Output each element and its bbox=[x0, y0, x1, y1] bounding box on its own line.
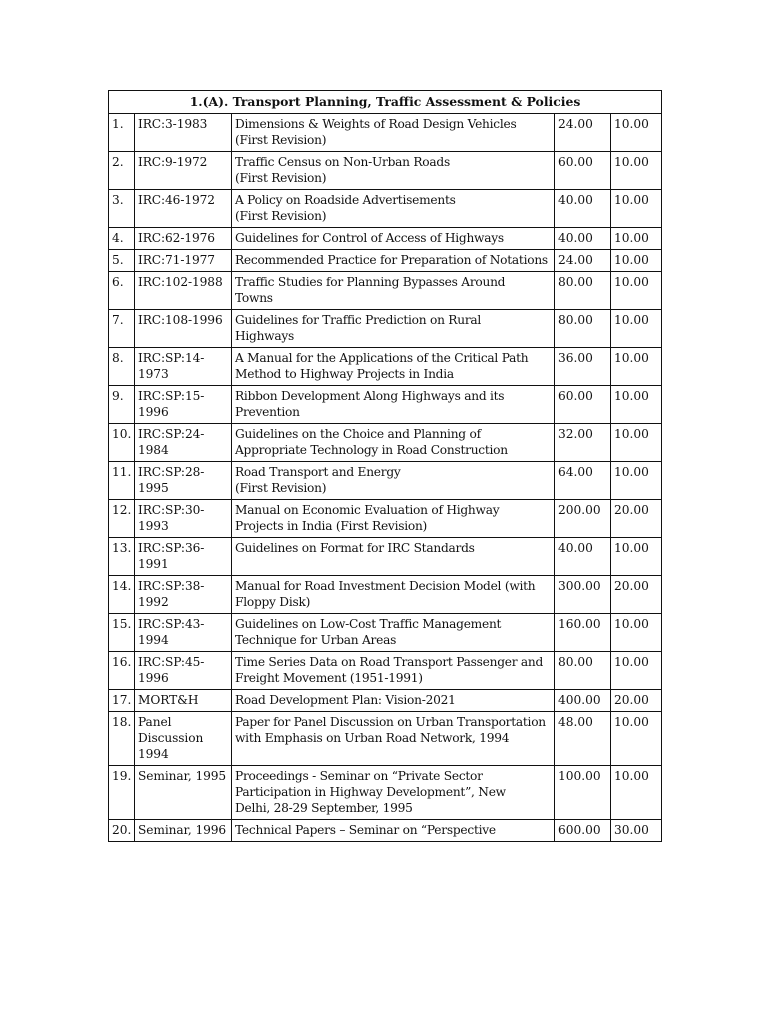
table-row bbox=[109, 462, 662, 500]
code: Seminar, 1996 bbox=[135, 820, 232, 842]
row-number: 11. bbox=[109, 462, 135, 500]
row-number: 5. bbox=[109, 250, 135, 272]
row-number: 16. bbox=[109, 652, 135, 690]
title: Technical Papers – Seminar on “Perspective bbox=[232, 820, 555, 842]
code: IRC:SP:28- 1995 bbox=[135, 462, 232, 500]
row-number: 1. bbox=[109, 114, 135, 152]
title: Guidelines on Format for IRC Standards bbox=[232, 538, 555, 576]
row-number: 20. bbox=[109, 820, 135, 842]
row-number: 2. bbox=[109, 152, 135, 190]
code: IRC:SP:15- 1996 bbox=[135, 386, 232, 424]
table-row bbox=[109, 766, 662, 820]
code: IRC:108-1996 bbox=[135, 310, 232, 348]
table-row bbox=[109, 614, 662, 652]
title: Guidelines on Low-Cost Traffic Management Technique for Urban Areas bbox=[232, 614, 555, 652]
price: 40.00 bbox=[555, 228, 611, 250]
postage: 10.00 bbox=[611, 462, 662, 500]
table-row bbox=[109, 310, 662, 348]
table-row bbox=[109, 538, 662, 576]
price: 80.00 bbox=[555, 652, 611, 690]
postage: 10.00 bbox=[611, 310, 662, 348]
table-row bbox=[109, 652, 662, 690]
table-row bbox=[109, 152, 662, 190]
postage: 10.00 bbox=[611, 424, 662, 462]
price: 600.00 bbox=[555, 820, 611, 842]
table-row bbox=[109, 500, 662, 538]
publication-table bbox=[108, 90, 662, 842]
price: 80.00 bbox=[555, 310, 611, 348]
row-number: 13. bbox=[109, 538, 135, 576]
table-row bbox=[109, 690, 662, 712]
table-row bbox=[109, 114, 662, 152]
table-row bbox=[109, 386, 662, 424]
postage: 10.00 bbox=[611, 712, 662, 766]
row-number: 8. bbox=[109, 348, 135, 386]
code: IRC:SP:30- 1993 bbox=[135, 500, 232, 538]
code: IRC:9-1972 bbox=[135, 152, 232, 190]
row-number: 18. bbox=[109, 712, 135, 766]
row-number: 9. bbox=[109, 386, 135, 424]
price: 400.00 bbox=[555, 690, 611, 712]
table-row bbox=[109, 820, 662, 842]
code: IRC:SP:36- 1991 bbox=[135, 538, 232, 576]
title: Proceedings - Seminar on “Private Sector Participation in Highway Development”, New Delhi, 28-29 September, 1995 bbox=[232, 766, 555, 820]
table-row bbox=[109, 712, 662, 766]
code: IRC:62-1976 bbox=[135, 228, 232, 250]
price: 200.00 bbox=[555, 500, 611, 538]
code: IRC:SP:14- 1973 bbox=[135, 348, 232, 386]
postage: 10.00 bbox=[611, 386, 662, 424]
title: Guidelines for Traffic Prediction on Rural Highways bbox=[232, 310, 555, 348]
price: 300.00 bbox=[555, 576, 611, 614]
title: Manual on Economic Evaluation of Highway Projects in India (First Revision) bbox=[232, 500, 555, 538]
table-row bbox=[109, 190, 662, 228]
title: Dimensions & Weights of Road Design Vehicles (First Revision) bbox=[232, 114, 555, 152]
row-number: 7. bbox=[109, 310, 135, 348]
code: IRC:SP:45- 1996 bbox=[135, 652, 232, 690]
row-number: 6. bbox=[109, 272, 135, 310]
table-row bbox=[109, 250, 662, 272]
title: Road Development Plan: Vision-2021 bbox=[232, 690, 555, 712]
price: 60.00 bbox=[555, 152, 611, 190]
table-row bbox=[109, 272, 662, 310]
price: 36.00 bbox=[555, 348, 611, 386]
title: Paper for Panel Discussion on Urban Transportation with Emphasis on Urban Road Network, 1994 bbox=[232, 712, 555, 766]
postage: 20.00 bbox=[611, 500, 662, 538]
title: Guidelines on the Choice and Planning of Appropriate Technology in Road Construction bbox=[232, 424, 555, 462]
postage: 10.00 bbox=[611, 114, 662, 152]
price: 100.00 bbox=[555, 766, 611, 820]
postage: 10.00 bbox=[611, 272, 662, 310]
row-number: 3. bbox=[109, 190, 135, 228]
postage: 10.00 bbox=[611, 250, 662, 272]
price: 60.00 bbox=[555, 386, 611, 424]
title: Traffic Census on Non-Urban Roads (First Revision) bbox=[232, 152, 555, 190]
postage: 20.00 bbox=[611, 576, 662, 614]
title: Guidelines for Control of Access of Highways bbox=[232, 228, 555, 250]
code: IRC:71-1977 bbox=[135, 250, 232, 272]
postage: 10.00 bbox=[611, 614, 662, 652]
section-heading: 1.(A). Transport Planning, Traffic Assessment & Policies bbox=[109, 91, 662, 114]
title: Manual for Road Investment Decision Model (with Floppy Disk) bbox=[232, 576, 555, 614]
title: Ribbon Development Along Highways and its Prevention bbox=[232, 386, 555, 424]
postage: 10.00 bbox=[611, 766, 662, 820]
postage: 20.00 bbox=[611, 690, 662, 712]
code: IRC:SP:43- 1994 bbox=[135, 614, 232, 652]
row-number: 4. bbox=[109, 228, 135, 250]
title: Time Series Data on Road Transport Passenger and Freight Movement (1951-1991) bbox=[232, 652, 555, 690]
code: IRC:3-1983 bbox=[135, 114, 232, 152]
postage: 10.00 bbox=[611, 348, 662, 386]
price: 80.00 bbox=[555, 272, 611, 310]
postage: 10.00 bbox=[611, 152, 662, 190]
price: 32.00 bbox=[555, 424, 611, 462]
postage: 10.00 bbox=[611, 538, 662, 576]
row-number: 10. bbox=[109, 424, 135, 462]
code: IRC:SP:24- 1984 bbox=[135, 424, 232, 462]
price: 24.00 bbox=[555, 250, 611, 272]
table-row bbox=[109, 576, 662, 614]
price: 48.00 bbox=[555, 712, 611, 766]
postage: 10.00 bbox=[611, 228, 662, 250]
code: Panel Discussion 1994 bbox=[135, 712, 232, 766]
postage: 30.00 bbox=[611, 820, 662, 842]
table-row bbox=[109, 228, 662, 250]
row-number: 12. bbox=[109, 500, 135, 538]
title: Traffic Studies for Planning Bypasses Around Towns bbox=[232, 272, 555, 310]
code: Seminar, 1995 bbox=[135, 766, 232, 820]
table-row bbox=[109, 424, 662, 462]
postage: 10.00 bbox=[611, 652, 662, 690]
code: IRC:SP:38- 1992 bbox=[135, 576, 232, 614]
price: 40.00 bbox=[555, 190, 611, 228]
row-number: 14. bbox=[109, 576, 135, 614]
row-number: 15. bbox=[109, 614, 135, 652]
row-number: 17. bbox=[109, 690, 135, 712]
title: Road Transport and Energy (First Revision) bbox=[232, 462, 555, 500]
table-body bbox=[109, 114, 662, 842]
price: 40.00 bbox=[555, 538, 611, 576]
title: A Manual for the Applications of the Critical Path Method to Highway Projects in India bbox=[232, 348, 555, 386]
table-row bbox=[109, 348, 662, 386]
code: MORT&H bbox=[135, 690, 232, 712]
row-number: 19. bbox=[109, 766, 135, 820]
code: IRC:102-1988 bbox=[135, 272, 232, 310]
section-heading-row bbox=[109, 91, 662, 114]
title: Recommended Practice for Preparation of Notations bbox=[232, 250, 555, 272]
title: A Policy on Roadside Advertisements (First Revision) bbox=[232, 190, 555, 228]
price: 160.00 bbox=[555, 614, 611, 652]
price: 64.00 bbox=[555, 462, 611, 500]
postage: 10.00 bbox=[611, 190, 662, 228]
code: IRC:46-1972 bbox=[135, 190, 232, 228]
price: 24.00 bbox=[555, 114, 611, 152]
